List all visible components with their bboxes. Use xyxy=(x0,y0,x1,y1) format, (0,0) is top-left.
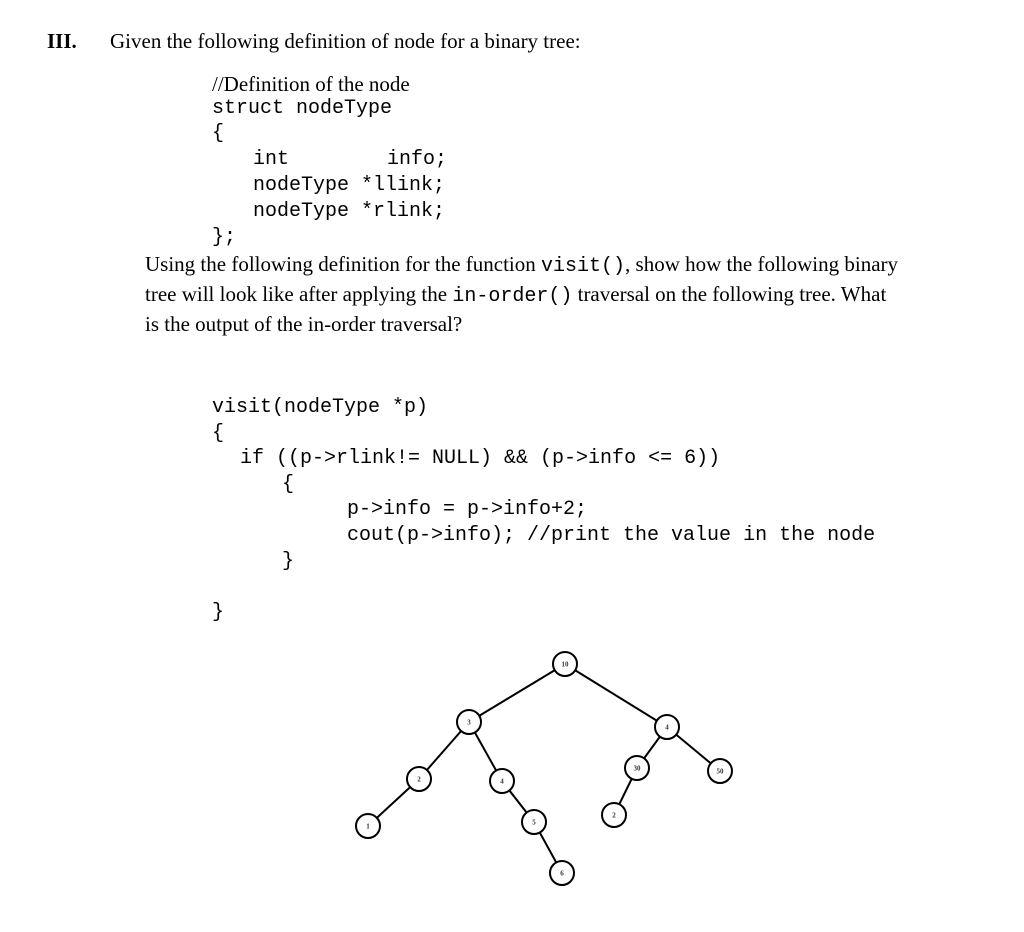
struct-field-llink: nodeType *llink; xyxy=(253,174,446,197)
tree-node xyxy=(553,652,577,676)
visit-close-brace: } xyxy=(212,601,225,624)
struct-open-brace: { xyxy=(212,122,225,145)
tree-node-label: 1 xyxy=(366,822,370,831)
visit-if-close-brace: } xyxy=(282,550,295,573)
visit-function-ref: visit() xyxy=(541,255,626,278)
struct-field-rlink: nodeType *rlink; xyxy=(253,200,446,223)
tree-node-label: 10 xyxy=(561,660,569,669)
tree-node xyxy=(407,767,431,791)
question-prompt: Given the following definition of node for a binary tree: xyxy=(110,29,581,53)
instructions-text: Using the following definition for the function xyxy=(145,252,542,276)
visit-print-statement: cout(p->info); //print the value in the node xyxy=(347,524,876,547)
struct-field-type-int: int xyxy=(253,148,290,171)
tree-node-label: 30 xyxy=(633,764,641,773)
tree-node xyxy=(708,759,732,783)
tree-node-label: 5 xyxy=(532,818,536,827)
tree-node-label: 4 xyxy=(500,777,504,786)
instructions-text: , show how the following binary xyxy=(625,252,899,276)
visit-increment-statement: p->info = p->info+2; xyxy=(347,498,588,521)
tree-node xyxy=(457,710,481,734)
tree-node-label: 6 xyxy=(560,869,564,878)
tree-node xyxy=(602,803,626,827)
tree-edge xyxy=(565,664,667,727)
visit-open-brace: { xyxy=(212,422,225,445)
struct-field-info: info; xyxy=(387,148,448,171)
struct-declaration: struct nodeType xyxy=(212,97,393,120)
visit-if-open-brace: { xyxy=(282,473,295,496)
inorder-function-ref: in-order() xyxy=(452,285,573,308)
instructions-text: is the output of the in-order traversal? xyxy=(145,312,463,336)
instructions-text: tree will look like after applying the xyxy=(145,282,453,306)
tree-node xyxy=(490,769,514,793)
tree-edge xyxy=(469,664,565,722)
tree-node xyxy=(625,756,649,780)
tree-node-label: 3 xyxy=(467,718,471,727)
visit-signature: visit(nodeType *p) xyxy=(212,396,429,419)
tree-nodes xyxy=(356,652,732,885)
question-number: III. xyxy=(47,29,77,53)
tree-node-label: 4 xyxy=(665,723,669,732)
tree-node-label: 2 xyxy=(417,775,421,784)
struct-comment: //Definition of the node xyxy=(212,72,410,96)
tree-node-label: 2 xyxy=(612,811,616,820)
tree-node xyxy=(522,810,546,834)
tree-node xyxy=(655,715,679,739)
tree-node-label: 50 xyxy=(716,767,724,776)
visit-if-condition: if ((p->rlink!= NULL) && (p->info <= 6)) xyxy=(240,447,721,470)
instructions-text: traversal on the following tree. What xyxy=(572,282,887,306)
tree-node xyxy=(356,814,380,838)
struct-close-brace: }; xyxy=(212,226,237,249)
tree-node xyxy=(550,861,574,885)
